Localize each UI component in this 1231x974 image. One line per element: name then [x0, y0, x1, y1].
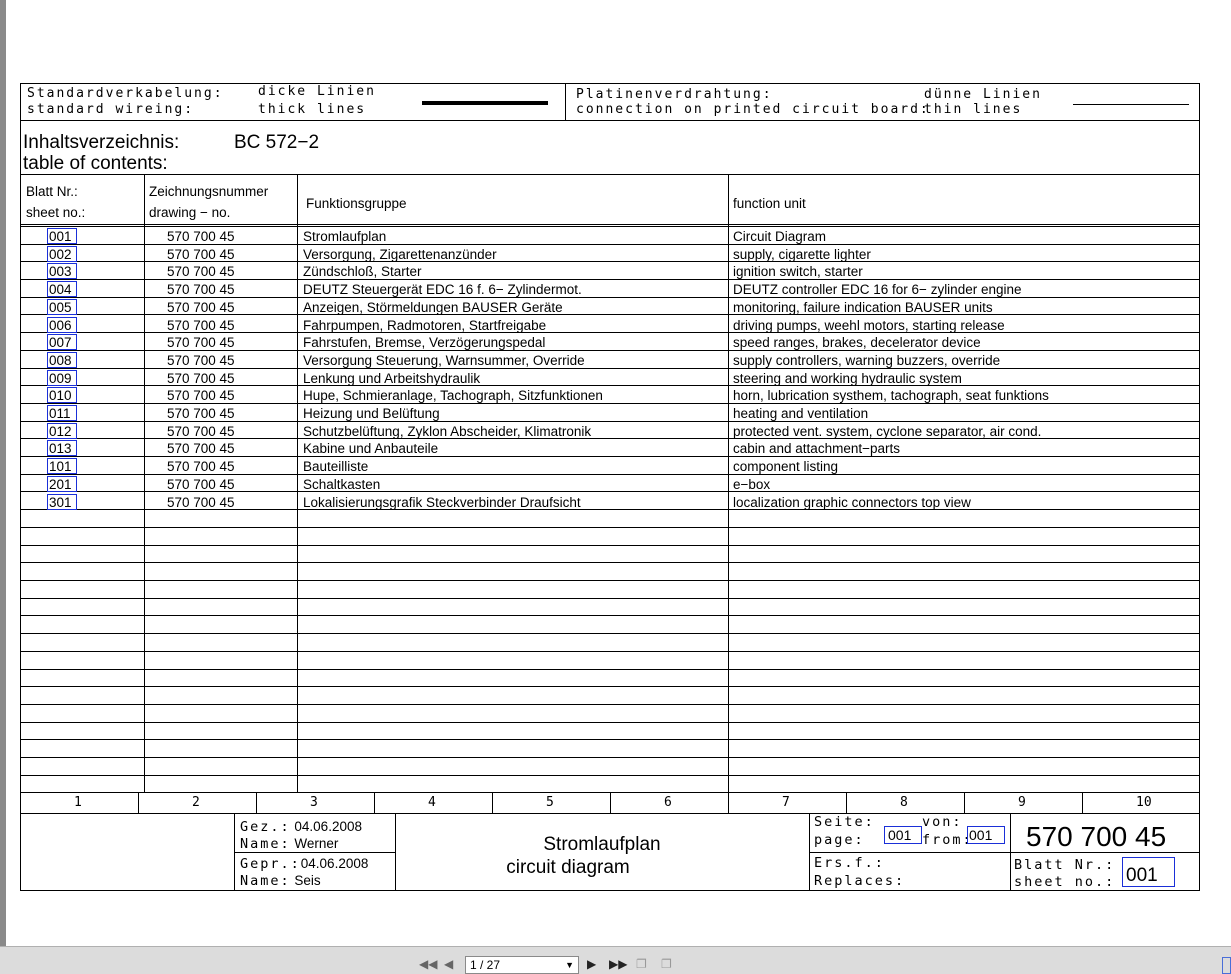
drawing-number-cell: 570 700 45 — [167, 352, 235, 368]
sheet-number: 003 — [49, 264, 72, 280]
thin-line-sample — [1073, 104, 1189, 105]
sheet-number: 013 — [49, 441, 72, 457]
sheet-number: 301 — [49, 494, 72, 510]
function-group-cell: Kabine und Anbauteile — [303, 441, 439, 457]
function-unit-cell: supply, cigarette lighter — [733, 246, 871, 262]
function-group-cell: Lenkung und Arbeitshydraulik — [303, 370, 481, 386]
function-group-cell: Versorgung Steuerung, Warnsummer, Override — [303, 352, 585, 368]
legend-thin-en: thin lines — [924, 102, 1023, 117]
sheet-number: 011 — [49, 406, 71, 421]
function-unit-cell: e−box — [733, 476, 771, 492]
sheet-number: 002 — [49, 246, 72, 262]
col-head-unit: function unit — [733, 196, 806, 211]
page-indicator: 1 / 27 — [470, 958, 501, 972]
ruler-number: 5 — [546, 795, 554, 810]
of-label-en: from: — [922, 832, 973, 848]
ruler-tick — [256, 792, 257, 813]
function-unit-cell: horn, lubrication systhem, tachograph, seat funktions — [733, 388, 1049, 404]
table-row-line — [20, 598, 1200, 599]
table-row-line — [20, 633, 1200, 634]
sheet-number: 006 — [49, 317, 72, 333]
header-bottom-border — [20, 224, 1200, 225]
table-row-line — [20, 615, 1200, 616]
legend-standard-de: Standardverkabelung: — [27, 86, 224, 101]
replaces-label-en: Replaces: — [814, 873, 906, 889]
sheet-number: 001 — [49, 229, 72, 244]
sheet-number-link[interactable] — [47, 281, 77, 297]
drawing-number-cell: 570 700 45 — [167, 229, 235, 244]
ruler-tick — [964, 792, 965, 813]
of-value: 001 — [969, 827, 993, 843]
table-row-line — [20, 651, 1200, 652]
doc-title-de: Stromlaufplan — [543, 834, 661, 855]
function-unit-cell: speed ranges, brakes, decelerator device — [733, 335, 981, 351]
table-row-line — [20, 686, 1200, 687]
function-group-cell: Versorgung, Zigarettenanzünder — [303, 246, 497, 262]
paste-page-icon[interactable]: ❐ — [661, 957, 672, 971]
checked-name: Seis — [294, 873, 321, 888]
checked-label: Gepr.: — [240, 856, 301, 872]
legend-pcb-de: Platinenverdrahtung: — [576, 87, 773, 102]
page-label-de: Seite: — [814, 814, 875, 830]
copy-page-icon[interactable]: ❐ — [636, 957, 647, 971]
page-selector[interactable] — [465, 956, 579, 974]
sheet-number-link[interactable] — [47, 263, 77, 279]
toc-separator — [20, 174, 1200, 175]
sheet-number-link[interactable] — [47, 458, 77, 474]
ruler-number: 9 — [1018, 795, 1026, 810]
function-unit-cell: protected vent. system, cyclone separator, air cond. — [733, 423, 1042, 439]
ruler-tick — [610, 792, 611, 813]
table-row-line — [20, 739, 1200, 740]
legend-thin-de: dünne Linien — [924, 87, 1042, 102]
col-head-group: Funktionsgruppe — [306, 196, 407, 211]
ruler-number: 4 — [428, 795, 436, 810]
col-head-drawing-de: Zeichnungsnummer — [149, 184, 269, 199]
function-group-cell: Zündschloß, Starter — [303, 264, 422, 280]
ruler-tick — [492, 792, 493, 813]
table-row-line — [20, 562, 1200, 563]
function-unit-cell: ignition switch, starter — [733, 264, 863, 280]
checked-date: 04.06.2008 — [300, 856, 369, 871]
sheet-number-link[interactable] — [47, 476, 77, 492]
table-row-line — [20, 226, 1200, 227]
col-head-sheet-de: Blatt Nr.: — [26, 184, 78, 199]
sheet-number-link[interactable] — [47, 494, 77, 510]
table-row-line — [20, 669, 1200, 670]
chevron-down-icon: ▼ — [565, 960, 574, 970]
ruler-number: 7 — [782, 795, 790, 810]
drawing-number-cell: 570 700 45 — [167, 370, 235, 386]
legend-thick-de: dicke Linien — [258, 84, 376, 99]
legend-thick-en: thick lines — [258, 102, 367, 117]
sheet-number-link[interactable] — [47, 405, 77, 421]
toc-model: BC 572−2 — [234, 132, 320, 153]
sheet-number-link[interactable] — [47, 370, 77, 386]
sheet-number: 012 — [49, 423, 72, 439]
sheet-number-link[interactable] — [47, 423, 77, 439]
page-label-en: page: — [814, 832, 865, 848]
sheet-number-link[interactable] — [47, 387, 77, 403]
function-group-cell: Lokalisierungsgrafik Steckverbinder Draufsicht — [303, 494, 581, 510]
sheet-number: 007 — [49, 335, 72, 351]
col-head-sheet-en: sheet no.: — [26, 205, 86, 220]
sheet-number-link[interactable] — [47, 317, 77, 333]
ruler-number: 6 — [664, 795, 672, 810]
table-row-line — [20, 545, 1200, 546]
sheet-number-link[interactable] — [47, 228, 77, 244]
drawn-name-label: Name: — [240, 836, 291, 852]
function-unit-cell: steering and working hydraulic system — [733, 370, 962, 386]
ruler-tick — [728, 792, 729, 813]
last-page-icon[interactable]: ▶▶ — [609, 957, 628, 971]
drawing-number-cell: 570 700 45 — [167, 406, 235, 421]
function-group-cell: Heizung und Belüftung — [303, 406, 440, 421]
sheet-number-link[interactable] — [47, 334, 77, 350]
drawn-label: Gez.: — [240, 819, 291, 835]
previous-page-icon[interactable]: ◀ — [444, 957, 454, 971]
function-unit-cell: cabin and attachment−parts — [733, 441, 900, 457]
legend-pcb-en: connection on printed circuit board: — [576, 102, 930, 117]
drawing-number-cell: 570 700 45 — [167, 441, 235, 457]
function-group-cell: DEUTZ Steuergerät EDC 16 f. 6− Zylindermot. — [303, 282, 582, 298]
function-unit-cell: component listing — [733, 459, 839, 475]
function-group-cell: Anzeigen, Störmeldungen BAUSER Geräte — [303, 299, 563, 315]
sheet-label-de: Blatt Nr.: — [1014, 857, 1116, 873]
table-row-line — [20, 722, 1200, 723]
toc-title-de: Inhaltsverzeichnis: — [23, 132, 180, 153]
drawn-date: 04.06.2008 — [294, 819, 362, 834]
sheet-number: 201 — [49, 476, 72, 492]
function-group-cell: Fahrstufen, Bremse, Verzögerungspedal — [303, 335, 546, 351]
function-unit-cell: driving pumps, weehl motors, starting release — [733, 317, 1005, 333]
thick-line-sample — [422, 101, 548, 105]
col-divider-1 — [144, 174, 145, 792]
drawing-number-cell: 570 700 45 — [167, 476, 235, 492]
function-unit-cell: heating and ventilation — [733, 406, 869, 421]
sheet-number-link[interactable] — [47, 299, 77, 315]
ruler-tick — [138, 792, 139, 813]
sheet-label-en: sheet no.: — [1014, 874, 1116, 890]
toc-title-en: table of contents: — [23, 153, 168, 174]
drawing-number-cell: 570 700 45 — [167, 459, 235, 475]
scroll-handle[interactable] — [1222, 957, 1231, 974]
function-group-cell: Bauteilliste — [303, 459, 369, 475]
col-divider-2 — [297, 174, 298, 792]
ruler-tick — [374, 792, 375, 813]
ruler-number: 10 — [1136, 795, 1152, 810]
sheet-number: 005 — [49, 299, 72, 315]
sheet-number-link[interactable] — [47, 440, 77, 456]
replaces-label-de: Ers.f.: — [814, 855, 885, 871]
table-row-line — [20, 775, 1200, 776]
drawing-number-cell: 570 700 45 — [167, 494, 235, 510]
drawing-number: 570 700 45 — [1026, 821, 1167, 852]
ruler-tick — [846, 792, 847, 813]
sheet-number: 009 — [49, 370, 72, 386]
legend-bottom-border — [20, 120, 1200, 121]
checked-name-label: Name: — [240, 873, 291, 889]
function-group-cell: Schaltkasten — [303, 476, 381, 492]
drawing-number-cell: 570 700 45 — [167, 335, 235, 351]
sheet-number: 008 — [49, 352, 72, 368]
drawn-name: Werner — [294, 836, 339, 851]
ruler-number: 8 — [900, 795, 908, 810]
of-label-de: von: — [922, 814, 963, 830]
col-divider-3 — [728, 174, 729, 792]
ruler-number: 2 — [192, 795, 200, 810]
table-row-line — [20, 704, 1200, 705]
legend-divider — [565, 83, 566, 120]
function-group-cell: Stromlaufplan — [303, 229, 387, 244]
drawing-number-cell: 570 700 45 — [167, 282, 235, 298]
table-row-line — [20, 757, 1200, 758]
sheet-number: 010 — [49, 388, 72, 404]
function-unit-cell: localization graphic connectors top view — [733, 494, 971, 510]
first-page-icon[interactable]: ◀◀ — [419, 957, 438, 971]
ruler-bottom-border — [20, 813, 1200, 814]
function-unit-cell: DEUTZ controller EDC 16 for 6− zylinder engine — [733, 282, 1022, 298]
doc-title-en: circuit diagram — [506, 857, 630, 878]
drawing-number-cell: 570 700 45 — [167, 264, 235, 280]
function-group-cell: Fahrpumpen, Radmotoren, Startfreigabe — [303, 317, 547, 333]
legend-standard-en: standard wireing: — [27, 102, 195, 117]
drawing-number-cell: 570 700 45 — [167, 317, 235, 333]
drawing-number-cell: 570 700 45 — [167, 246, 235, 262]
function-unit-cell: Circuit Diagram — [733, 229, 827, 244]
function-unit-cell: monitoring, failure indication BAUSER units — [733, 299, 993, 315]
col-head-drawing-en: drawing − no. — [149, 205, 231, 220]
table-row-line — [20, 527, 1200, 528]
next-page-icon[interactable]: ▶ — [587, 957, 597, 971]
sheet-value: 001 — [1126, 865, 1158, 886]
function-group-cell: Schutzbelüftung, Zyklon Abscheider, Klimatronik — [303, 423, 592, 439]
sheet-number-link[interactable] — [47, 246, 77, 262]
page-value: 001 — [888, 827, 912, 843]
table-row-line — [20, 580, 1200, 581]
drawing-number-cell: 570 700 45 — [167, 423, 235, 439]
function-unit-cell: supply controllers, warning buzzers, override — [733, 352, 1001, 368]
function-group-cell: Hupe, Schmieranlage, Tachograph, Sitzfunktionen — [303, 388, 603, 404]
ruler-number: 1 — [74, 795, 82, 810]
drawing-number-cell: 570 700 45 — [167, 388, 235, 404]
ruler-tick — [1082, 792, 1083, 813]
sheet-number-link[interactable] — [47, 352, 77, 368]
ruler-number: 3 — [310, 795, 318, 810]
drawing-number-cell: 570 700 45 — [167, 299, 235, 315]
sheet-number: 004 — [49, 282, 72, 298]
sheet-number: 101 — [49, 459, 72, 475]
